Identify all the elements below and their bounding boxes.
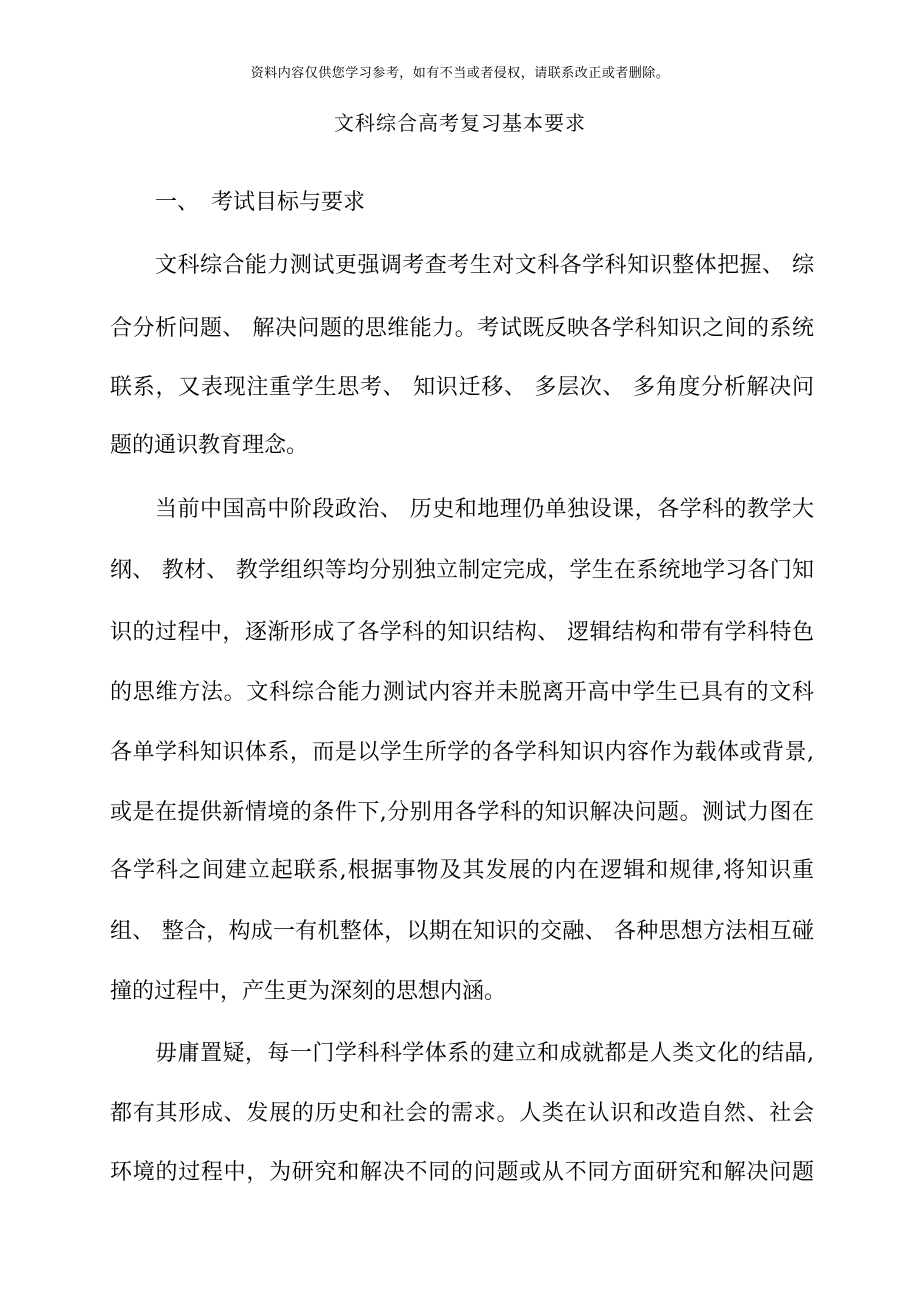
document-title: 文科综合高考复习基本要求 xyxy=(334,111,586,135)
paragraph-line: 题的通识教育理念。 xyxy=(110,433,309,458)
paragraph-line: 各单学科知识体系，而是以学生所学的各学科知识内容作为载体或背景, xyxy=(110,740,814,765)
paragraph-line: 的思维方法。文科综合能力测试内容并未脱离开高中学生已具有的文科 xyxy=(110,680,814,705)
paragraph-line: 文科综合能力测试更强调考查考生对文科各学科知识整体把握、 综 xyxy=(155,253,814,278)
section-number: 一、 xyxy=(155,190,200,215)
paragraph-line: 各学科之间建立起联系,根据事物及其发展的内在逻辑和规律,将知识重 xyxy=(110,858,814,883)
disclaimer-header: 资料内容仅供您学习参考，如有不当或者侵权，请联系改正或者删除。 xyxy=(250,66,670,81)
section-heading xyxy=(155,188,365,218)
paragraph-line: 撞的过程中，产生更为深刻的思想内涵。 xyxy=(110,979,507,1004)
paragraph-line: 组、 整合，构成一有机整体，以期在知识的交融、 各种思想方法相互碰 xyxy=(110,919,814,944)
section-title: 考试目标与要求 xyxy=(211,190,366,215)
paragraph-line: 纲、 教材、 教学组织等均分别独立制定完成，学生在系统地学习各门知 xyxy=(110,558,814,583)
paragraph-line: 都有其形成、发展的历史和社会的需求。人类在认识和改造自然、社会 xyxy=(110,1101,814,1126)
paragraph-line: 识的过程中，逐渐形成了各学科的知识结构、 逻辑结构和带有学科特色 xyxy=(110,620,814,645)
paragraph-line: 或是在提供新情境的条件下,分别用各学科的知识解决问题。测试力图在 xyxy=(110,800,814,825)
paragraph-line: 环境的过程中，为研究和解决不同的问题或从不同方面研究和解决问题 xyxy=(110,1160,814,1185)
paragraph-line: 当前中国高中阶段政治、 历史和地理仍单独设课，各学科的教学大 xyxy=(155,497,814,522)
paragraph-line: 毋庸置疑，每一门学科科学体系的建立和成就都是人类文化的结晶, xyxy=(155,1041,814,1066)
paragraph-line: 合分析问题、 解决问题的思维能力。考试既反映各学科知识之间的系统 xyxy=(110,316,814,341)
paragraph-line: 联系，又表现注重学生思考、 知识迁移、 多层次、 多角度分析解决问 xyxy=(110,375,814,400)
